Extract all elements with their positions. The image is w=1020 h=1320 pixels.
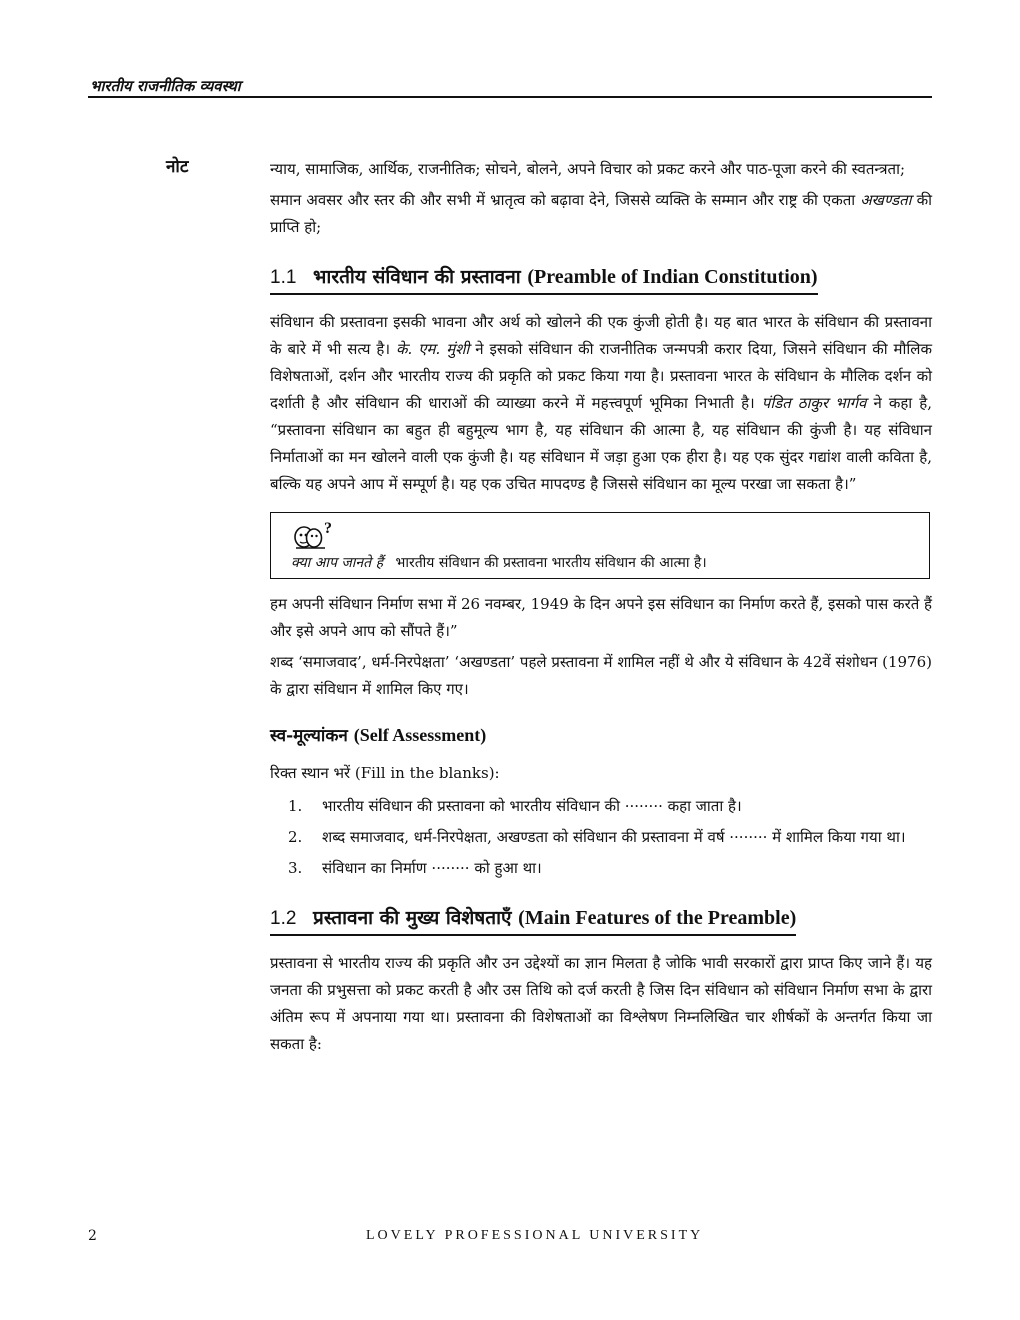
intro-paragraph-1: न्याय, सामाजिक, आर्थिक, राजनीतिक; सोचने, बोलने, अपने विचार को प्रकट करने और पाठ-पूजा करने की स्वतन्त्रता; [270,160,906,178]
preamble-italic-munshi: के. एम. मुंशी [396,340,470,358]
preamble-text-b: ने इसको संविधान की राजनीतिक जन्मपत्री करार दिया, जिसने संविधान की मौलिक विशेषताओं, दर्शन और भारतीय राज्य की प्रकृति को प्रकट किया गया है। प्रस्तावना भारत के संविधान के मौलिक दर्शन को दर्शाती है और संविधान की धाराओं की व्याख्या करने में महत्त्वपूर्ण भूमिका निभाती है। [270,340,932,412]
section-1-1-title-en: (Preamble of Indian Constitution) [527,266,818,288]
self-assessment-instruction: रिक्त स्थान भरें (Fill in the blanks): [270,764,500,782]
section-1-2-heading [270,904,796,936]
section-1-2-number: 1.2 [270,908,297,929]
did-you-know-label: क्या आप जानते हैं [291,555,384,571]
section-1-1-title-hi: भारतीय संविधान की प्रस्तावना [313,266,521,288]
footer-page-number: 2 [88,1228,97,1240]
did-you-know-text: भारतीय संविधान की प्रस्तावना भारतीय संविधान की आत्मा है। [395,555,707,571]
list-item-number: 2. [288,828,303,846]
amendment-paragraph: शब्द ‘समाजवाद’, धर्म-निरपेक्षता’ ‘अखण्डता’ पहले प्रस्तावना में शामिल नहीं थे और ये संविधान के 42वें संशोधन (1976) के द्वारा संविधान में शामिल किए गए। [270,653,932,698]
section-1-1-number: 1.1 [270,267,297,288]
preamble-italic-bhargav: पंडित ठाकुर भार्गव [761,394,867,412]
page-footer [0,1226,1020,1240]
self-assessment-title-en: (Self Assessment) [353,725,487,745]
assembly-paragraph: हम अपनी संविधान निर्माण सभा में 26 नवम्बर, 1949 के दिन अपने इस संविधान का निर्माण करते हैं, इसको पास करते हैं और इसे अपने आप को सौंपते हैं।” [270,595,932,640]
list-item [270,855,932,882]
self-assessment-heading [270,723,932,746]
list-item-number: 1. [288,797,303,815]
intro-p2-end: की प्राप्ति हो; [270,191,932,236]
self-assessment-title-hi: स्व-मूल्यांकन [270,726,348,746]
list-item-number: 3. [288,859,303,877]
list-item-text: संविधान का निर्माण ········ को हुआ था। [322,859,542,877]
preamble-text-a: संविधान की प्रस्तावना इसकी भावना और अर्थ को खोलने की एक कुंजी होती है। यह बात भारत के संविधान की प्रस्तावना के बारे में भी सत्य है। [270,313,932,358]
svg-text:?: ? [324,521,332,537]
running-header: भारतीय राजनीतिक व्यवस्था [90,77,241,95]
preamble-text-c: ने कहा है, “प्रस्तावना संविधान का बहुत ही बहुमूल्य भाग है, यह संविधान की आत्मा है, यह संविधान की कुंजी है। यह संविधान निर्माताओं का मन खोलने वाली एक कुंजी है। यह संविधान में जड़ा हुआ एक हीरा है। यह एक सुंदर गद्यांश वाली कविता है, बल्कि यह अपने आप में सम्पूर्ण है। यह एक उचित मापदण्ड है जिससे संविधान का मूल्य परखा जा सकता है।” [270,394,932,493]
section-1-2-title-hi: प्रस्तावना की मुख्य विशेषताएँ [313,907,512,929]
page-content [270,156,932,1058]
features-paragraph: प्रस्तावना से भारतीय राज्य की प्रकृति और उन उद्देश्यों का ज्ञान मिलता है जोकि भावी सरकारों द्वारा प्राप्त किए जाने हैं। यह जनता की प्रभुसत्ता को प्रकट करती है और उस तिथि को दर्ज करती है जिस दिन संविधान को संविधान निर्माण सभा के द्वारा अंतिम रूप में अपनाया गया था। प्रस्तावना की विशेषताओं का विश्लेषण निम्नलिखित चार शीर्षकों के अन्तर्गत किया जा सकता है: [270,954,932,1053]
preamble-paragraph [270,309,932,498]
list-item-text: भारतीय संविधान की प्रस्तावना को भारतीय संविधान की ········ कहा जाता है। [322,797,742,815]
header-rule [88,96,932,98]
intro-p2-text: समान अवसर और स्तर की और सभी में भ्रातृत्व को बढ़ावा देने, जिससे व्यक्ति के सम्मान और राष्ट्र की एकता [270,191,856,209]
list-item [270,793,932,820]
section-1-1-heading [270,263,818,295]
fill-blanks-list [270,793,932,882]
footer-university: LOVELY PROFESSIONAL UNIVERSITY [366,1228,704,1240]
section-1-2-title-en: (Main Features of the Preamble) [518,907,797,929]
list-item [270,824,932,851]
margin-note-label: नोट [166,157,189,177]
intro-p2-italic: अखण्डता [860,191,912,209]
did-you-know-box [270,512,930,579]
intro-paragraph-2 [270,187,932,241]
list-item-text: शब्द समाजवाद, धर्म-निरपेक्षता, अखण्डता को संविधान की प्रस्तावना में वर्ष ········ में शामिल किया गया था। [322,828,906,846]
did-you-know-icon [291,521,909,551]
